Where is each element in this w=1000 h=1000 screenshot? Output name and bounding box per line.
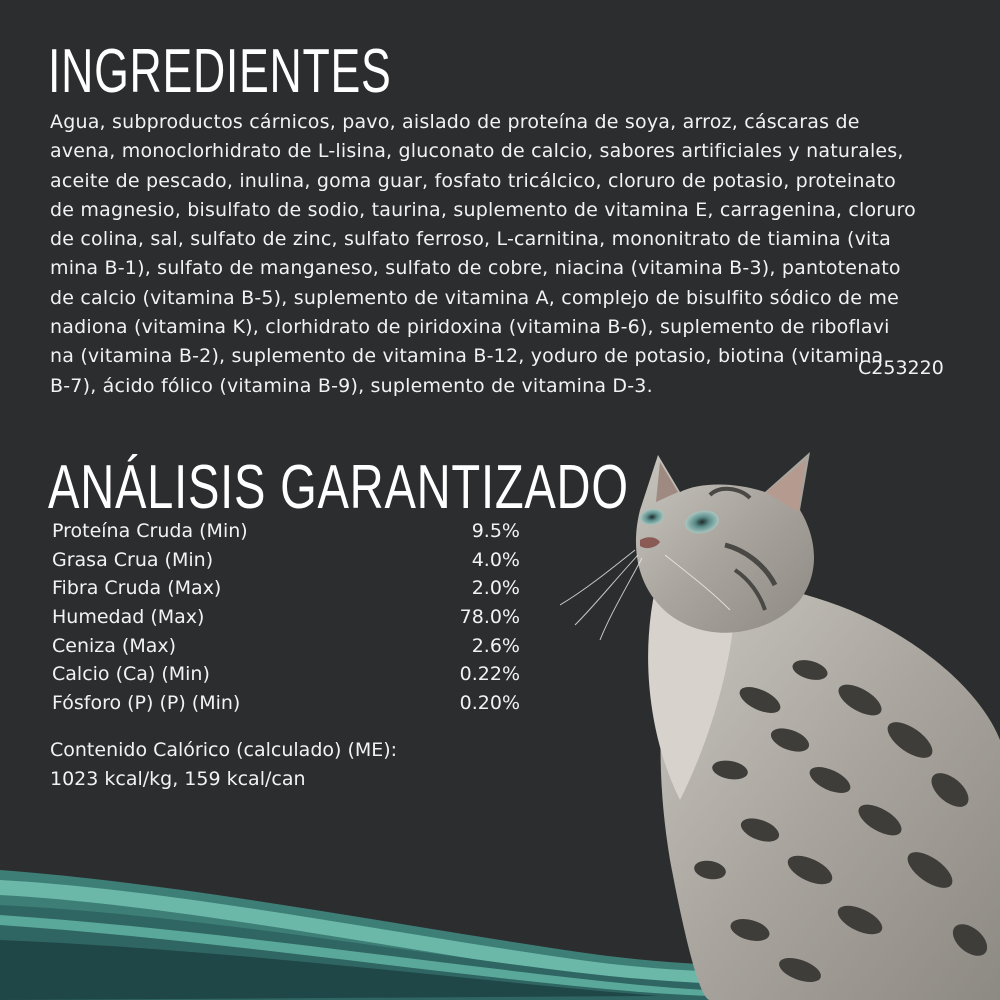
caloric-content <box>50 736 397 794</box>
analysis-value: 0.20% <box>459 692 520 715</box>
analysis-label: Grasa Crua (Min) <box>52 548 214 571</box>
analysis-label: Fibra Cruda (Max) <box>52 577 222 600</box>
analysis-row <box>52 520 532 549</box>
ingredients-line: avena, monoclorhidrato de L-lisina, gluconato de calcio, sabores artificiales y naturales, <box>50 140 904 163</box>
ingredients-line: de magnesio, bisulfato de sodio, taurina, suplemento de vitamina E, carragenina, cloruro <box>50 198 916 221</box>
ingredients-line: de calcio (vitamina B-5), suplemento de vitamina A, complejo de bisulfito sódico de me <box>50 286 900 309</box>
guaranteed-analysis-table <box>52 520 532 721</box>
caloric-value: 1023 kcal/kg, 159 kcal/can <box>50 768 306 790</box>
cat-photo <box>560 440 1000 1000</box>
analysis-label: Fósforo (P) (P) (Min) <box>52 692 241 715</box>
ingredients-line: Agua, subproductos cárnicos, pavo, aislado de proteína de soya, arroz, cáscaras de <box>50 111 860 133</box>
analysis-value: 78.0% <box>459 606 520 629</box>
ingredients-list <box>50 108 970 401</box>
ingredients-line: na (vitamina B-2), suplemento de vitamina B-12, yoduro de potasio, biotina (vitamina <box>50 345 884 368</box>
analysis-row <box>52 635 532 664</box>
ingredients-line: B-7), ácido fólico (vitamina B-9), suplemento de vitamina D-3. <box>50 374 653 397</box>
product-code: C253220 <box>858 357 944 379</box>
analysis-label: Humedad (Max) <box>52 606 205 629</box>
analysis-row <box>52 692 532 721</box>
analysis-value: 9.5% <box>471 520 520 542</box>
ingredients-title: INGREDIENTES <box>48 37 392 106</box>
analysis-label: Proteína Cruda (Min) <box>52 520 248 542</box>
ingredients-line: de colina, sal, sulfato de zinc, sulfato ferroso, L-carnitina, mononitrato de tiamina (vita <box>50 228 892 251</box>
ingredients-line: aceite de pescado, inulina, goma guar, fosfato tricálcico, cloruro de potasio, proteinato <box>50 169 896 192</box>
caloric-label: Contenido Calórico (calculado) (ME): <box>50 739 398 761</box>
analysis-label: Calcio (Ca) (Min) <box>52 663 210 686</box>
analysis-row <box>52 549 532 578</box>
analysis-value: 2.6% <box>471 634 520 657</box>
analysis-value: 2.0% <box>471 577 520 600</box>
analysis-row <box>52 663 532 692</box>
ingredients-line: nadiona (vitamina K), clorhidrato de piridoxina (vitamina B-6), suplemento de riboflavi <box>50 316 890 339</box>
analysis-row <box>52 577 532 606</box>
analysis-value: 4.0% <box>471 548 520 571</box>
analysis-title: ANÁLISIS GARANTIZADO <box>48 453 629 522</box>
analysis-value: 0.22% <box>459 663 520 686</box>
analysis-label: Ceniza (Max) <box>52 634 177 657</box>
ingredients-line: mina B-1), sulfato de manganeso, sulfato de cobre, niacina (vitamina B-3), pantotenato <box>50 257 901 280</box>
analysis-row <box>52 606 532 635</box>
